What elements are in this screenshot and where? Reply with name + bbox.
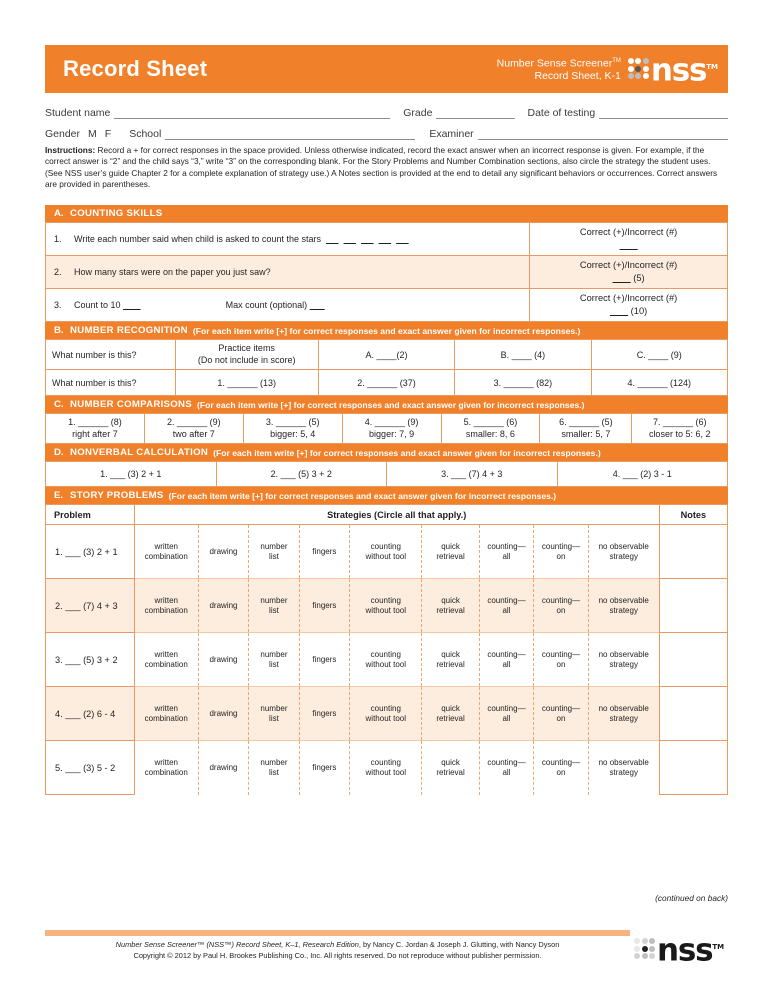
table-header-row <box>46 505 728 525</box>
item-e3-strategy-no-observable-strategy[interactable]: no observable strategy <box>588 633 659 687</box>
item-a2-question <box>46 256 530 289</box>
item-a3-score-blank[interactable]: (10) <box>630 306 648 316</box>
grade-label: Grade <box>403 107 433 119</box>
section-header-a <box>45 205 728 222</box>
section-d-letter: D. <box>54 447 64 458</box>
item-e2-strategy-counting-all[interactable]: counting— all <box>479 579 534 633</box>
item-e1-strategy-fingers[interactable]: fingers <box>299 525 349 579</box>
gender-option-male[interactable]: M <box>88 128 97 140</box>
item-e3-notes[interactable] <box>659 633 727 687</box>
item-c6[interactable]: 6. ______ (5) smaller: 5, 7 <box>540 414 632 444</box>
header-banner <box>45 45 728 93</box>
header-subtitle <box>497 55 621 84</box>
item-e3-strategy-counting-without-tool[interactable]: counting without tool <box>350 633 422 687</box>
item-e4-strategy-number-list[interactable]: number list <box>249 687 299 741</box>
school-input[interactable] <box>165 127 415 140</box>
item-b-practice-prompt: What number is this? <box>46 340 176 370</box>
instructions-body: Record a + for correct responses in the space provided. Unless otherwise indicated, record the exact answer when an incorrect response is given. For example, if the correct answer is “2” and the child says “3,” write “3” on the corresponding blank. For the Story Problems and Number Combination sections, also circle the strategy the student uses. (See NSS user’s guide Chapter 2 for a complete explanation of strategy use.) A Notes section is provided at the end to detail any significant behaviors or occurrences. Correct answers are provided in parentheses. <box>45 145 718 190</box>
item-a2-score-blank[interactable]: (5) <box>633 273 645 283</box>
item-a2-score-label: Correct (+)/Incorrect (#) <box>579 260 678 270</box>
item-b-practice-a[interactable]: A. ____(2) <box>318 340 454 370</box>
item-e4-notes[interactable] <box>659 687 727 741</box>
item-e3-strategy-quick-retrieval[interactable]: quick retrieval <box>422 633 479 687</box>
item-b2[interactable]: 2. ______ (37) <box>318 370 454 396</box>
section-a-table <box>45 222 728 322</box>
table-row <box>46 525 728 579</box>
item-e1-strategy-counting-on[interactable]: counting— on <box>534 525 589 579</box>
item-b-practice-b[interactable]: B. ____ (4) <box>455 340 591 370</box>
nss-logo-icon <box>628 52 718 89</box>
item-e3-strategy-number-list[interactable]: number list <box>249 633 299 687</box>
item-a3-index: 3. <box>54 300 62 310</box>
footer-nss-wordmark: nss™ <box>657 932 725 969</box>
item-a3-maxcount-label: Max count (optional) <box>225 300 308 310</box>
continued-on-back-note: (continued on back) <box>655 893 728 903</box>
item-b3[interactable]: 3. ______ (82) <box>455 370 591 396</box>
item-c5[interactable]: 5. ______ (6) smaller: 8, 6 <box>441 414 540 444</box>
item-a1-score[interactable] <box>530 223 728 256</box>
section-header-e <box>45 487 728 504</box>
item-e5-strategy-number-list[interactable]: number list <box>249 741 299 795</box>
item-e1-strategy-drawing[interactable]: drawing <box>198 525 248 579</box>
item-e5-strategy-counting-all[interactable]: counting— all <box>479 741 534 795</box>
item-e5-strategy-counting-on[interactable]: counting— on <box>534 741 589 795</box>
item-a3-question <box>46 289 530 322</box>
date-of-testing-label: Date of testing <box>527 107 596 119</box>
item-a2-score[interactable] <box>530 256 728 289</box>
item-e3-strategy-counting-all[interactable]: counting— all <box>479 633 534 687</box>
item-e3-strategy-fingers[interactable]: fingers <box>299 633 349 687</box>
item-e4-strategy-counting-without-tool[interactable]: counting without tool <box>350 687 422 741</box>
table-row <box>46 414 728 444</box>
item-b-practice-header: Practice items (Do not include in score) <box>175 340 318 370</box>
item-c4[interactable]: 4. ______ (9) bigger: 7, 9 <box>342 414 441 444</box>
item-e4-problem[interactable]: 4. ___ (2) 6 - 4 <box>46 687 135 741</box>
item-a1-score-label: Correct (+)/Incorrect (#) <box>579 227 678 237</box>
item-a3-text: Count to 10 <box>74 300 121 310</box>
item-e2-strategy-counting-without-tool[interactable]: counting without tool <box>350 579 422 633</box>
section-c-letter: C. <box>54 399 64 410</box>
section-b-table <box>45 339 728 396</box>
item-d2[interactable]: 2. ___ (5) 3 + 2 <box>216 462 387 487</box>
item-e1-strategy-no-observable-strategy[interactable]: no observable strategy <box>588 525 659 579</box>
field-row-1 <box>45 98 728 119</box>
section-e-note: (For each item write [+] for correct responses and exact answer given for incorrect responses.) <box>168 490 557 501</box>
item-a3-blank[interactable] <box>123 300 141 310</box>
section-c-name: NUMBER COMPARISONS <box>70 399 192 410</box>
item-a3-maxcount-blank[interactable] <box>310 300 325 310</box>
footer-nss-dot-grid-icon <box>634 938 655 959</box>
item-e2-strategy-fingers[interactable]: fingers <box>299 579 349 633</box>
item-e3-strategy-counting-on[interactable]: counting— on <box>534 633 589 687</box>
examiner-input[interactable] <box>478 127 728 140</box>
item-e1-strategy-written-combination[interactable]: written combination <box>134 525 198 579</box>
item-e3-strategy-drawing[interactable]: drawing <box>198 633 248 687</box>
item-e1-problem[interactable]: 1. ___ (3) 2 + 1 <box>46 525 135 579</box>
footer-credits <box>45 940 630 961</box>
item-a1-index: 1. <box>54 234 62 244</box>
table-row <box>46 687 728 741</box>
section-header-b <box>45 322 728 339</box>
student-info-fields <box>45 98 728 140</box>
footer-line-1: Number Sense Screener™ (NSS™) Record Sheet, K–1, Research Edition, by Nancy C. Jordan & Joseph J. Glutting, with Nancy Dyson <box>115 940 560 949</box>
gender-option-female[interactable]: F <box>104 128 112 140</box>
item-e5-strategy-quick-retrieval[interactable]: quick retrieval <box>422 741 479 795</box>
item-e4-strategy-quick-retrieval[interactable]: quick retrieval <box>422 687 479 741</box>
item-a3-score-label: Correct (+)/Incorrect (#) <box>579 293 678 303</box>
section-b-note: (For each item write [+] for correct responses and exact answer given for incorrect responses.) <box>192 325 581 336</box>
instructions-label: Instructions: <box>45 145 96 155</box>
field-row-2 <box>45 119 728 140</box>
item-e5-problem[interactable]: 5. ___ (3) 5 - 2 <box>46 741 135 795</box>
section-d-note: (For each item write [+] for correct responses and exact answer given for incorrect responses.) <box>213 447 601 458</box>
item-a1-text: Write each number said when child is asked to count the stars <box>74 234 321 244</box>
header-subtitle-line1: Number Sense Screener™ <box>496 57 621 70</box>
item-b4[interactable]: 4. ______ (124) <box>591 370 727 396</box>
item-a1-question <box>46 223 530 256</box>
table-row <box>46 256 728 289</box>
table-row <box>46 340 728 370</box>
item-e5-strategy-no-observable-strategy[interactable]: no observable strategy <box>588 741 659 795</box>
section-e-table <box>45 504 728 795</box>
item-e1-strategy-counting-without-tool[interactable]: counting without tool <box>350 525 422 579</box>
item-e2-strategy-written-combination[interactable]: written combination <box>134 579 198 633</box>
section-d-table <box>45 461 728 487</box>
table-row <box>46 741 728 795</box>
item-e2-notes[interactable] <box>659 579 727 633</box>
footer-line-2: Copyright © 2012 by Paul H. Brookes Publishing Co., Inc. All rights reserved. Do not reproduce without publisher permission. <box>133 950 542 960</box>
footer-divider-bar <box>45 930 630 936</box>
section-b-name: NUMBER RECOGNITION <box>70 325 188 336</box>
item-e1-strategy-number-list[interactable]: number list <box>249 525 299 579</box>
nss-wordmark: nss™ <box>650 52 718 89</box>
table-row <box>46 633 728 687</box>
col-header-problem: Problem <box>46 505 135 525</box>
item-a2-text: How many stars were on the paper you just saw? <box>74 267 271 277</box>
section-b-letter: B. <box>54 325 64 336</box>
nss-dot-grid-icon <box>628 58 649 79</box>
item-e5-strategy-counting-without-tool[interactable]: counting without tool <box>350 741 422 795</box>
table-row <box>46 370 728 396</box>
item-b1[interactable]: 1. ______ (13) <box>175 370 318 396</box>
instructions-paragraph <box>45 145 729 191</box>
gender-label: Gender <box>45 128 81 140</box>
item-d4[interactable]: 4. ___ (2) 3 - 1 <box>557 462 728 487</box>
section-header-c <box>45 396 728 413</box>
item-c7[interactable]: 7. ______ (6) closer to 5: 6, 2 <box>632 414 728 444</box>
item-b-scored-prompt: What number is this? <box>46 370 176 396</box>
item-e4-strategy-drawing[interactable]: drawing <box>198 687 248 741</box>
item-e4-strategy-counting-all[interactable]: counting— all <box>479 687 534 741</box>
col-header-strategies: Strategies (Circle all that apply.) <box>134 505 659 525</box>
page-title: Record Sheet <box>63 56 208 81</box>
sheet-body <box>45 205 728 795</box>
item-e4-strategy-written-combination[interactable]: written combination <box>134 687 198 741</box>
item-a2-index: 2. <box>54 267 62 277</box>
item-e2-strategy-number-list[interactable]: number list <box>249 579 299 633</box>
item-e5-strategy-fingers[interactable]: fingers <box>299 741 349 795</box>
item-c1[interactable]: 1. ______ (8) right after 7 <box>46 414 145 444</box>
school-label: School <box>129 128 162 140</box>
item-e2-problem[interactable]: 2. ___ (7) 4 + 3 <box>46 579 135 633</box>
table-row <box>46 579 728 633</box>
table-row <box>46 223 728 256</box>
header-subtitle-line2: Record Sheet, K-1 <box>534 70 621 83</box>
item-e5-strategy-written-combination[interactable]: written combination <box>134 741 198 795</box>
table-row <box>46 462 728 487</box>
item-e4-strategy-counting-on[interactable]: counting— on <box>534 687 589 741</box>
item-e5-strategy-drawing[interactable]: drawing <box>198 741 248 795</box>
student-name-input[interactable] <box>114 106 390 119</box>
item-e2-strategy-counting-on[interactable]: counting— on <box>534 579 589 633</box>
section-e-name: STORY PROBLEMS <box>70 490 164 501</box>
item-e4-strategy-fingers[interactable]: fingers <box>299 687 349 741</box>
date-of-testing-input[interactable] <box>599 106 728 119</box>
item-e1-notes[interactable] <box>659 525 727 579</box>
item-e3-problem[interactable]: 3. ___ (5) 3 + 2 <box>46 633 135 687</box>
student-name-label: Student name <box>45 107 111 119</box>
item-e4-strategy-no-observable-strategy[interactable]: no observable strategy <box>588 687 659 741</box>
header-right <box>496 52 718 89</box>
section-d-name: NONVERBAL CALCULATION <box>70 447 209 458</box>
item-e3-strategy-written-combination[interactable]: written combination <box>134 633 198 687</box>
item-d1[interactable]: 1. ___ (3) 2 + 1 <box>46 462 217 487</box>
footer-nss-logo-icon <box>634 932 725 969</box>
section-a-letter: A. <box>54 208 64 219</box>
item-a1-blanks[interactable] <box>323 234 408 244</box>
item-e2-strategy-no-observable-strategy[interactable]: no observable strategy <box>588 579 659 633</box>
item-e1-strategy-counting-all[interactable]: counting— all <box>479 525 534 579</box>
item-c2[interactable]: 2. ______ (9) two after 7 <box>144 414 243 444</box>
table-row <box>46 289 728 322</box>
item-e2-strategy-quick-retrieval[interactable]: quick retrieval <box>422 579 479 633</box>
section-e-letter: E. <box>54 490 64 501</box>
grade-input[interactable] <box>436 106 514 119</box>
item-a3-score[interactable] <box>530 289 728 322</box>
item-e2-strategy-drawing[interactable]: drawing <box>198 579 248 633</box>
item-e5-notes[interactable] <box>659 741 727 795</box>
item-e1-strategy-quick-retrieval[interactable]: quick retrieval <box>422 525 479 579</box>
section-c-table <box>45 413 728 444</box>
col-header-notes: Notes <box>659 505 727 525</box>
item-b-practice-c[interactable]: C. ____ (9) <box>591 340 727 370</box>
item-a1-score-blank[interactable] <box>534 239 723 252</box>
section-a-name: COUNTING SKILLS <box>70 208 163 219</box>
item-d3[interactable]: 3. ___ (7) 4 + 3 <box>387 462 558 487</box>
item-c3[interactable]: 3. ______ (5) bigger: 5, 4 <box>243 414 342 444</box>
examiner-label: Examiner <box>429 128 474 140</box>
section-c-note: (For each item write [+] for correct responses and exact answer given for incorrect responses.) <box>196 399 585 410</box>
section-header-d <box>45 444 728 461</box>
